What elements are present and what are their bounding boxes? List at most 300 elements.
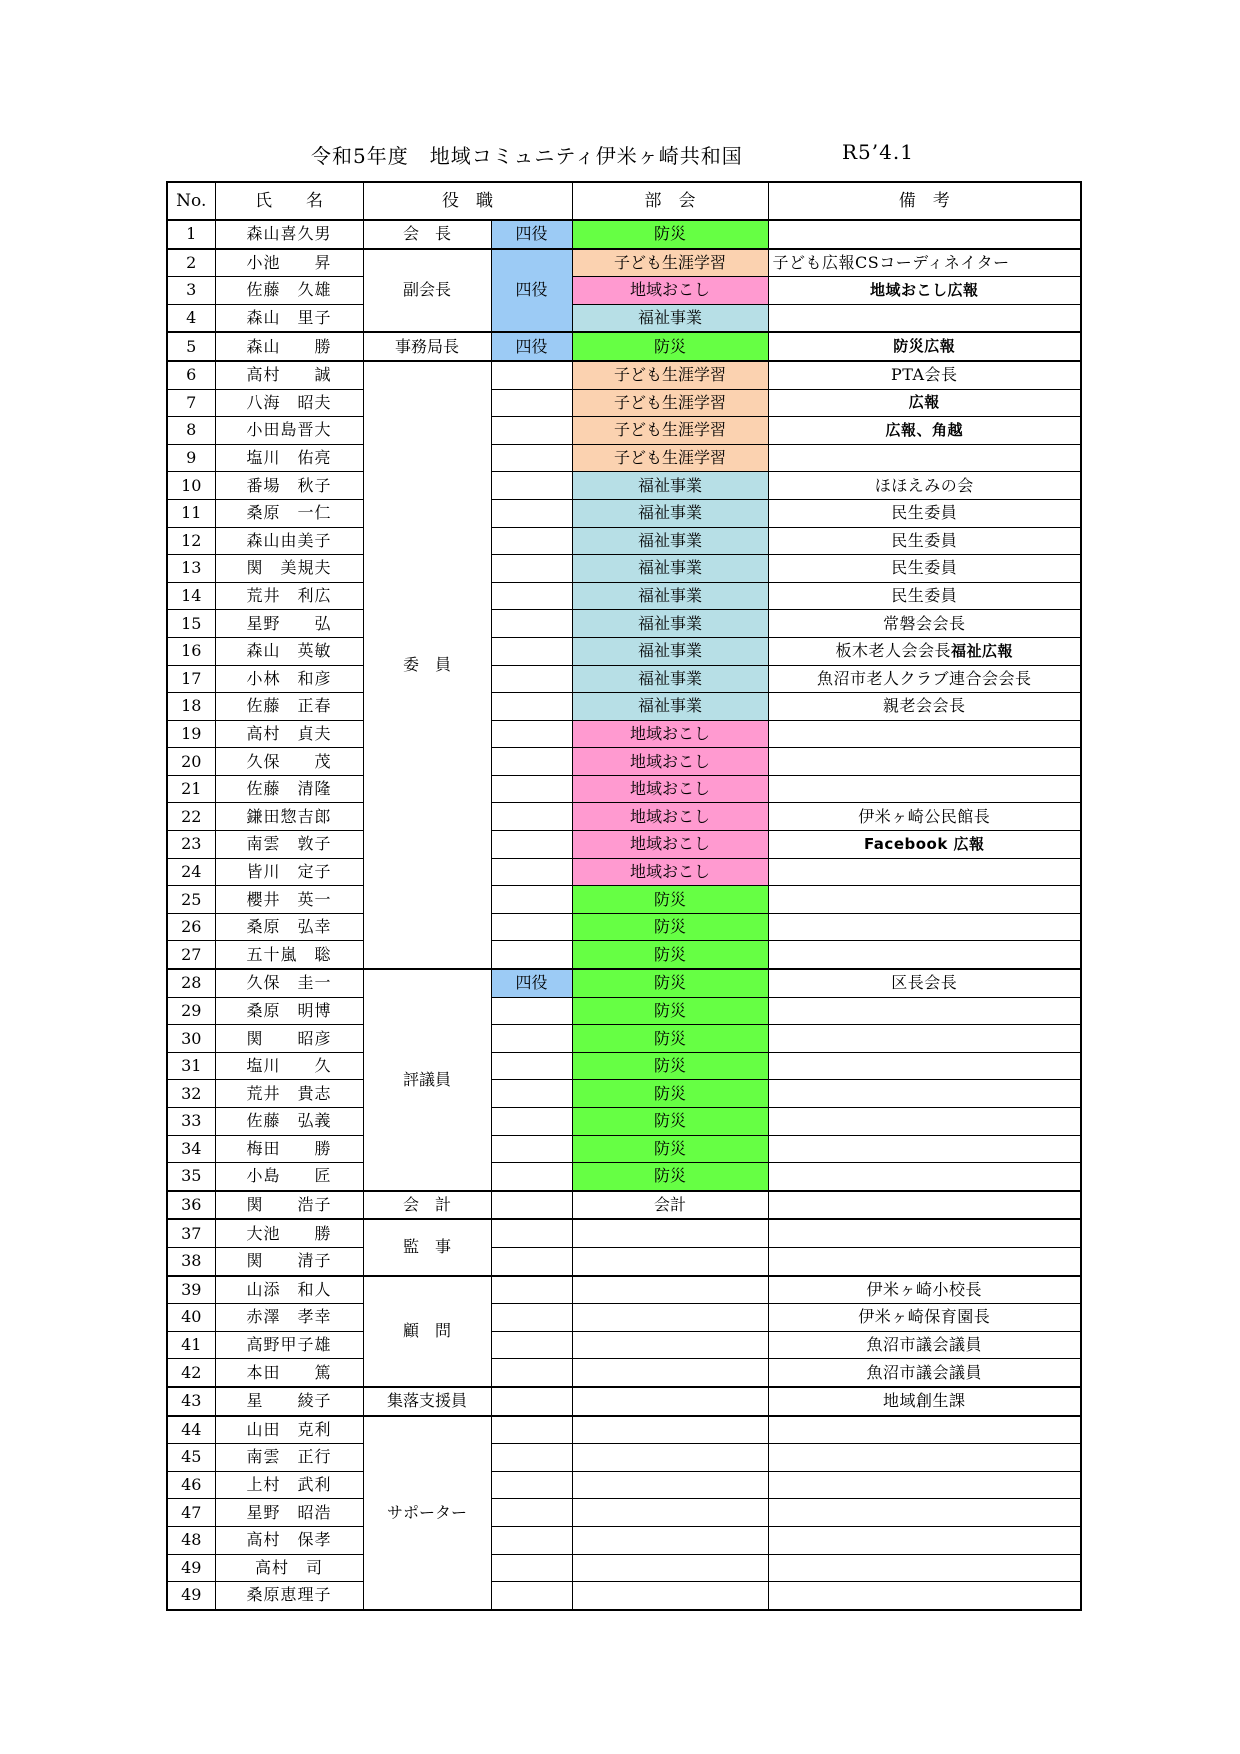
- department-cell: 地域おこし: [572, 277, 768, 305]
- row-number: 40: [167, 1304, 215, 1332]
- department-cell: 福祉事業: [572, 472, 768, 500]
- role-cell: 会 長: [363, 220, 491, 249]
- row-number: 47: [167, 1499, 215, 1527]
- member-name: 鎌田惣吉郎: [215, 803, 363, 831]
- row-number: 14: [167, 582, 215, 610]
- department-cell: 防災: [572, 997, 768, 1025]
- note-cell: [768, 220, 1081, 249]
- table-row: [167, 610, 1081, 638]
- department-cell: 地域おこし: [572, 803, 768, 831]
- row-number: 9: [167, 444, 215, 472]
- table-row: [167, 637, 1081, 665]
- row-number: 33: [167, 1108, 215, 1136]
- note-cell: [768, 1080, 1081, 1108]
- note-cell: [768, 1219, 1081, 1247]
- table-row: [167, 913, 1081, 941]
- table-row: [167, 499, 1081, 527]
- table-row: [167, 361, 1081, 389]
- table-row: [167, 941, 1081, 969]
- table-row: [167, 1444, 1081, 1472]
- member-name: 森山喜久男: [215, 220, 363, 249]
- member-name: 桑原恵理子: [215, 1582, 363, 1610]
- four-roles-empty: [491, 527, 572, 555]
- row-number: 30: [167, 1025, 215, 1053]
- department-cell: 防災: [572, 220, 768, 249]
- table-row: [167, 1499, 1081, 1527]
- note-cell: 広報、角越: [768, 417, 1081, 445]
- note-cell: 魚沼市議会議員: [768, 1331, 1081, 1359]
- role-cell: 委 員: [363, 361, 491, 969]
- department-cell: [572, 1471, 768, 1499]
- note-cell: 広報: [768, 389, 1081, 417]
- note-text: 板木老人会会長: [835, 641, 951, 661]
- department-cell: 防災: [572, 1108, 768, 1136]
- table-row: [167, 1052, 1081, 1080]
- row-number: 17: [167, 665, 215, 693]
- four-roles-empty: [491, 665, 572, 693]
- table-row: [167, 555, 1081, 583]
- note-cell: [768, 637, 1081, 665]
- row-number: 46: [167, 1471, 215, 1499]
- table-row: [167, 1582, 1081, 1610]
- table-row: [167, 1471, 1081, 1499]
- note-cell: 地域おこし広報: [768, 277, 1081, 305]
- four-roles-empty: [491, 472, 572, 500]
- four-roles-empty: [491, 1163, 572, 1191]
- note-cell: [768, 1499, 1081, 1527]
- note-cell: [768, 1163, 1081, 1191]
- member-name: 大池 勝: [215, 1219, 363, 1247]
- department-cell: 防災: [572, 969, 768, 997]
- member-name: 五十嵐 聡: [215, 941, 363, 969]
- note-cell: 民生委員: [768, 527, 1081, 555]
- four-roles-empty: [491, 1304, 572, 1332]
- member-name: 高村 保孝: [215, 1526, 363, 1554]
- table-row: [167, 693, 1081, 721]
- row-number: 43: [167, 1387, 215, 1416]
- four-roles-empty: [491, 1025, 572, 1053]
- member-name: 塩川 佑亮: [215, 444, 363, 472]
- row-number: 27: [167, 941, 215, 969]
- note-cell: 民生委員: [768, 555, 1081, 583]
- member-name: 番場 秋子: [215, 472, 363, 500]
- note-cell: [768, 748, 1081, 776]
- four-roles-empty: [491, 1554, 572, 1582]
- row-number: 49: [167, 1582, 215, 1610]
- roster-header: [167, 182, 1081, 220]
- department-cell: 防災: [572, 332, 768, 361]
- department-cell: 防災: [572, 1025, 768, 1053]
- table-row: [167, 1331, 1081, 1359]
- four-roles-empty: [491, 748, 572, 776]
- document-title: 令和5年度 地域コミュニティ伊米ヶ崎共和国: [311, 144, 743, 168]
- department-cell: [572, 1276, 768, 1304]
- row-number: 41: [167, 1331, 215, 1359]
- department-cell: 子ども生涯学習: [572, 444, 768, 472]
- table-row: [167, 1359, 1081, 1387]
- table-row: [167, 249, 1081, 277]
- four-roles-empty: [491, 1247, 572, 1275]
- note-cell: 防災広報: [768, 332, 1081, 361]
- row-number: 3: [167, 277, 215, 305]
- table-row: [167, 1526, 1081, 1554]
- department-cell: 福祉事業: [572, 527, 768, 555]
- member-name: 上村 武利: [215, 1471, 363, 1499]
- note-cell: [768, 720, 1081, 748]
- four-roles-empty: [491, 1108, 572, 1136]
- header-name: 氏 名: [215, 182, 363, 220]
- note-cell: [768, 997, 1081, 1025]
- department-cell: [572, 1331, 768, 1359]
- department-cell: 子ども生涯学習: [572, 249, 768, 277]
- four-roles-empty: [491, 1471, 572, 1499]
- row-number: 8: [167, 417, 215, 445]
- note-cell: 伊米ヶ崎公民館長: [768, 803, 1081, 831]
- four-roles-empty: [491, 693, 572, 721]
- four-roles-empty: [491, 886, 572, 914]
- row-number: 48: [167, 1526, 215, 1554]
- table-row: [167, 582, 1081, 610]
- four-roles-empty: [491, 997, 572, 1025]
- member-name: 星野 昭浩: [215, 1499, 363, 1527]
- note-cell: 親老会会長: [768, 693, 1081, 721]
- note-cell: [768, 913, 1081, 941]
- four-roles-empty: [491, 831, 572, 859]
- department-cell: 地域おこし: [572, 720, 768, 748]
- four-roles-empty: [491, 389, 572, 417]
- table-row: [167, 1387, 1081, 1416]
- department-cell: 地域おこし: [572, 775, 768, 803]
- four-roles-empty: [491, 1526, 572, 1554]
- row-number: 7: [167, 389, 215, 417]
- table-row: [167, 332, 1081, 361]
- row-number: 12: [167, 527, 215, 555]
- note-cell: [768, 1554, 1081, 1582]
- member-name: 高野甲子雄: [215, 1331, 363, 1359]
- member-name: 赤澤 孝幸: [215, 1304, 363, 1332]
- header-note: 備 考: [768, 182, 1081, 220]
- four-roles-cell: 四役: [491, 969, 572, 997]
- row-number: 18: [167, 693, 215, 721]
- row-number: 42: [167, 1359, 215, 1387]
- row-number: 29: [167, 997, 215, 1025]
- member-name: 久保 圭一: [215, 969, 363, 997]
- table-row: [167, 1135, 1081, 1163]
- member-name: 星野 弘: [215, 610, 363, 638]
- header-no: No.: [167, 182, 215, 220]
- four-roles-empty: [491, 610, 572, 638]
- department-cell: 福祉事業: [572, 665, 768, 693]
- member-name: 荒井 利広: [215, 582, 363, 610]
- note-cell: [768, 444, 1081, 472]
- table-row: [167, 858, 1081, 886]
- note-cell: 伊米ヶ崎保育園長: [768, 1304, 1081, 1332]
- note-cell: 地域創生課: [768, 1387, 1081, 1416]
- row-number: 23: [167, 831, 215, 859]
- department-cell: 福祉事業: [572, 304, 768, 332]
- row-number: 26: [167, 913, 215, 941]
- table-row: [167, 1163, 1081, 1191]
- role-cell: 顧 問: [363, 1276, 491, 1387]
- note-cell: [768, 1108, 1081, 1136]
- note-cell: [768, 858, 1081, 886]
- note-cell: [768, 1416, 1081, 1444]
- row-number: 25: [167, 886, 215, 914]
- row-number: 37: [167, 1219, 215, 1247]
- table-row: [167, 527, 1081, 555]
- note-cell: [768, 304, 1081, 332]
- row-number: 1: [167, 220, 215, 249]
- member-name: 関 清子: [215, 1247, 363, 1275]
- table-row: [167, 1554, 1081, 1582]
- department-cell: [572, 1444, 768, 1472]
- four-roles-empty: [491, 1052, 572, 1080]
- four-roles-empty: [491, 499, 572, 527]
- note-cell: [768, 886, 1081, 914]
- four-roles-empty: [491, 1219, 572, 1247]
- member-name: 星 綾子: [215, 1387, 363, 1416]
- department-cell: 防災: [572, 1163, 768, 1191]
- note-cell: 区長会長: [768, 969, 1081, 997]
- row-number: 11: [167, 499, 215, 527]
- member-name: 山添 和人: [215, 1276, 363, 1304]
- row-number: 49: [167, 1554, 215, 1582]
- row-number: 10: [167, 472, 215, 500]
- note-cell: 民生委員: [768, 582, 1081, 610]
- note-cell: 民生委員: [768, 499, 1081, 527]
- member-roster-table: [166, 181, 1082, 1611]
- row-number: 13: [167, 555, 215, 583]
- member-name: 八海 昭夫: [215, 389, 363, 417]
- four-roles-cell: 四役: [491, 249, 572, 333]
- member-name: 桑原 明博: [215, 997, 363, 1025]
- table-row: [167, 220, 1081, 249]
- department-cell: 防災: [572, 886, 768, 914]
- row-number: 38: [167, 1247, 215, 1275]
- table-row: [167, 748, 1081, 776]
- department-cell: 福祉事業: [572, 637, 768, 665]
- header-role: 役 職: [363, 182, 572, 220]
- role-cell: 会 計: [363, 1191, 491, 1220]
- member-name: 山田 克利: [215, 1416, 363, 1444]
- table-row: [167, 969, 1081, 997]
- member-name: 小林 和彦: [215, 665, 363, 693]
- member-name: 小池 昇: [215, 249, 363, 277]
- member-name: 高村 司: [215, 1554, 363, 1582]
- member-name: 高村 貞夫: [215, 720, 363, 748]
- row-number: 20: [167, 748, 215, 776]
- department-cell: 防災: [572, 913, 768, 941]
- role-cell: 評議員: [363, 969, 491, 1191]
- member-name: 塩川 久: [215, 1052, 363, 1080]
- role-cell: サポーター: [363, 1416, 491, 1610]
- four-roles-empty: [491, 803, 572, 831]
- table-row: [167, 886, 1081, 914]
- member-name: 桑原 弘幸: [215, 913, 363, 941]
- member-name: 櫻井 英一: [215, 886, 363, 914]
- note-cell: [768, 1471, 1081, 1499]
- member-name: 森山由美子: [215, 527, 363, 555]
- four-roles-empty: [491, 1582, 572, 1610]
- four-roles-empty: [491, 361, 572, 389]
- four-roles-empty: [491, 720, 572, 748]
- table-row: [167, 304, 1081, 332]
- table-row: [167, 1080, 1081, 1108]
- row-number: 32: [167, 1080, 215, 1108]
- table-row: [167, 472, 1081, 500]
- department-cell: [572, 1219, 768, 1247]
- table-row: [167, 417, 1081, 445]
- table-row: [167, 1025, 1081, 1053]
- row-number: 24: [167, 858, 215, 886]
- role-cell: 事務局長: [363, 332, 491, 361]
- department-cell: 福祉事業: [572, 693, 768, 721]
- four-roles-empty: [491, 941, 572, 969]
- note-cell: 伊米ヶ崎小校長: [768, 1276, 1081, 1304]
- department-cell: [572, 1304, 768, 1332]
- department-cell: [572, 1554, 768, 1582]
- four-roles-cell: 四役: [491, 332, 572, 361]
- member-name: 関 美規夫: [215, 555, 363, 583]
- row-number: 31: [167, 1052, 215, 1080]
- row-number: 35: [167, 1163, 215, 1191]
- note-cell: [768, 1582, 1081, 1610]
- table-row: [167, 1247, 1081, 1275]
- note-cell: [768, 1191, 1081, 1220]
- department-cell: [572, 1387, 768, 1416]
- table-row: [167, 1416, 1081, 1444]
- four-roles-empty: [491, 1359, 572, 1387]
- table-row: [167, 1191, 1081, 1220]
- note-cell: [768, 1526, 1081, 1554]
- table-row: [167, 1219, 1081, 1247]
- four-roles-empty: [491, 1499, 572, 1527]
- note-cell: [768, 1052, 1081, 1080]
- four-roles-empty: [491, 582, 572, 610]
- four-roles-empty: [491, 1276, 572, 1304]
- department-cell: [572, 1499, 768, 1527]
- note-cell: 子ども広報CSコーディネイター: [768, 249, 1081, 277]
- note-cell: [768, 1135, 1081, 1163]
- four-roles-empty: [491, 1416, 572, 1444]
- department-cell: 福祉事業: [572, 499, 768, 527]
- member-name: 桑原 一仁: [215, 499, 363, 527]
- department-cell: 福祉事業: [572, 610, 768, 638]
- table-row: [167, 803, 1081, 831]
- title-row: [166, 140, 1080, 174]
- note-bold-suffix: 福祉広報: [951, 642, 1014, 661]
- four-roles-empty: [491, 858, 572, 886]
- table-row: [167, 444, 1081, 472]
- row-number: 34: [167, 1135, 215, 1163]
- note-cell: [768, 1025, 1081, 1053]
- department-cell: 福祉事業: [572, 582, 768, 610]
- member-name: 森山 里子: [215, 304, 363, 332]
- member-name: 南雲 正行: [215, 1444, 363, 1472]
- note-cell: [768, 941, 1081, 969]
- table-row: [167, 1304, 1081, 1332]
- member-name: 南雲 敦子: [215, 831, 363, 859]
- row-number: 39: [167, 1276, 215, 1304]
- department-cell: [572, 1359, 768, 1387]
- document-date: R5’4.1: [842, 140, 914, 164]
- note-cell: ほほえみの会: [768, 472, 1081, 500]
- member-name: 森山 英敏: [215, 637, 363, 665]
- roster-body: [167, 220, 1081, 1610]
- department-cell: 会計: [572, 1191, 768, 1220]
- four-roles-cell: 四役: [491, 220, 572, 249]
- row-number: 2: [167, 249, 215, 277]
- four-roles-empty: [491, 1191, 572, 1220]
- row-number: 6: [167, 361, 215, 389]
- row-number: 15: [167, 610, 215, 638]
- row-number: 28: [167, 969, 215, 997]
- department-cell: 子ども生涯学習: [572, 417, 768, 445]
- member-name: 関 浩子: [215, 1191, 363, 1220]
- note-cell: 魚沼市老人クラブ連合会会長: [768, 665, 1081, 693]
- table-row: [167, 720, 1081, 748]
- four-roles-empty: [491, 775, 572, 803]
- member-name: 小島 匠: [215, 1163, 363, 1191]
- row-number: 36: [167, 1191, 215, 1220]
- department-cell: 地域おこし: [572, 748, 768, 776]
- table-row: [167, 389, 1081, 417]
- role-cell: 集落支援員: [363, 1387, 491, 1416]
- row-number: 5: [167, 332, 215, 361]
- note-cell: [768, 775, 1081, 803]
- note-cell: Facebook 広報: [768, 831, 1081, 859]
- note-cell: 常磐会会長: [768, 610, 1081, 638]
- note-cell: PTA会長: [768, 361, 1081, 389]
- table-row: [167, 1108, 1081, 1136]
- row-number: 44: [167, 1416, 215, 1444]
- row-number: 21: [167, 775, 215, 803]
- department-cell: [572, 1526, 768, 1554]
- department-cell: 福祉事業: [572, 555, 768, 583]
- member-name: 森山 勝: [215, 332, 363, 361]
- member-name: 関 昭彦: [215, 1025, 363, 1053]
- department-cell: 子ども生涯学習: [572, 389, 768, 417]
- department-cell: 子ども生涯学習: [572, 361, 768, 389]
- four-roles-empty: [491, 555, 572, 583]
- member-name: 佐藤 久雄: [215, 277, 363, 305]
- member-name: 本田 篤: [215, 1359, 363, 1387]
- department-cell: [572, 1247, 768, 1275]
- four-roles-empty: [491, 1387, 572, 1416]
- department-cell: [572, 1582, 768, 1610]
- department-cell: 地域おこし: [572, 831, 768, 859]
- department-cell: 防災: [572, 941, 768, 969]
- four-roles-empty: [491, 1331, 572, 1359]
- four-roles-empty: [491, 1135, 572, 1163]
- member-name: 佐藤 弘義: [215, 1108, 363, 1136]
- member-name: 久保 茂: [215, 748, 363, 776]
- member-name: 皆川 定子: [215, 858, 363, 886]
- department-cell: [572, 1416, 768, 1444]
- department-cell: 地域おこし: [572, 858, 768, 886]
- member-name: 佐藤 清隆: [215, 775, 363, 803]
- header-dept: 部 会: [572, 182, 768, 220]
- table-row: [167, 1276, 1081, 1304]
- four-roles-empty: [491, 637, 572, 665]
- member-name: 荒井 貴志: [215, 1080, 363, 1108]
- four-roles-empty: [491, 1444, 572, 1472]
- note-cell: [768, 1247, 1081, 1275]
- row-number: 4: [167, 304, 215, 332]
- member-name: 小田島晋大: [215, 417, 363, 445]
- member-name: 梅田 勝: [215, 1135, 363, 1163]
- row-number: 19: [167, 720, 215, 748]
